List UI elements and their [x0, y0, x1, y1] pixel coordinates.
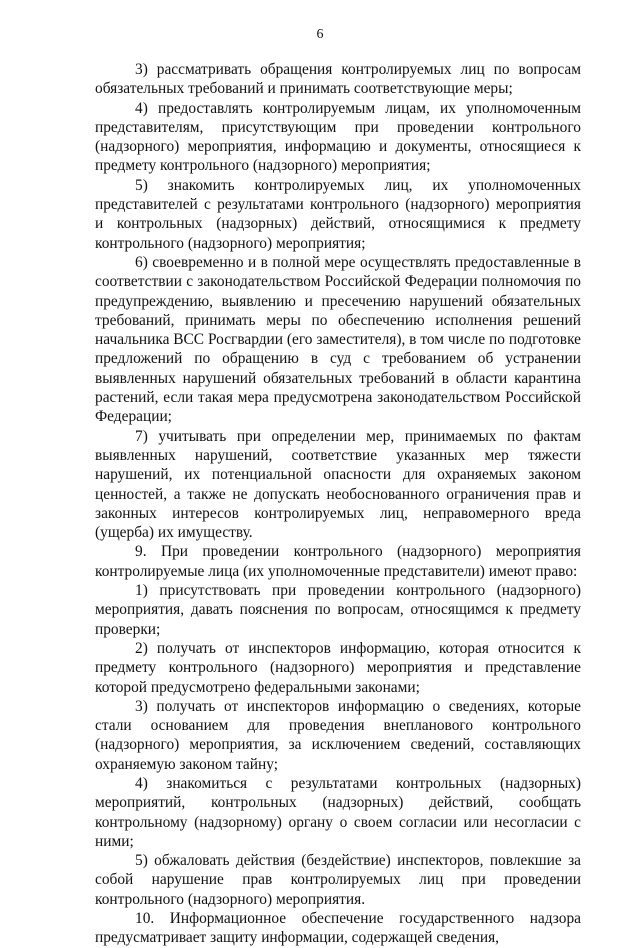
- paragraph-duty-5: 5) знакомить контролируемых лиц, их уполномоченных представителей с результатами контрольного (надзорного) мероприятия и контрольных (надзорных) действий, относящимися к предмету контрольного (надзорного) мероприятия;: [95, 176, 581, 252]
- paragraph-right-4: 4) знакомиться с результатами контрольных (надзорных) мероприятий, контрольных (надзорных) действий, сообщать контрольному (надзорному) органу о своем согласии или несогласии с ними;: [95, 774, 581, 850]
- page-number: 6: [316, 27, 324, 42]
- paragraph-duty-7: 7) учитывать при определении мер, принимаемых по фактам выявленных нарушений, соответствие указанных мер тяжести нарушений, их потенциальной опасности для охраняемых законом ценностей, а также не допускать необоснованного ограничения прав и законных интересов контролируемых лиц, неправомерного вреда (ущерба) их имуществу.: [95, 427, 581, 542]
- paragraph-right-1: 1) присутствовать при проведении контрольного (надзорного) мероприятия, давать пояснения по вопросам, относящимся к предмету проверки;: [95, 582, 581, 638]
- paragraph-section-10: 10. Информационное обеспечение государственного надзора предусматривает защиту информации, содержащей сведения,: [95, 910, 581, 947]
- paragraph-duty-6: 6) своевременно и в полной мере осуществлять предоставленные в соответствии с законодательством Российской Федерации полномочия по предупреждению, выявлению и пресечению нарушений обязательных требований, принимать меры по обеспечению исполнения решений начальника ВСС Росгвардии (его заместителя), в том числе по подготовке предложений по обращению в суд с требованием об устранении выявленных нарушений обязательных требований в области карантина растений, если такая мера предусмотрена законодательством Российской Федерации;: [95, 253, 581, 426]
- paragraph-duty-4: 4) предоставлять контролируемым лицам, их уполномоченным представителям, присутствующим при проведении контрольного (надзорного) мероприятия, информацию и документы, относящиеся к предмету контрольного (надзорного) мероприятия;: [95, 99, 581, 175]
- paragraph-right-2: 2) получать от инспекторов информацию, которая относится к предмету контрольного (надзорного) мероприятия и представление которой предусмотрено федеральными законами;: [95, 639, 581, 696]
- paragraph-right-3: 3) получать от инспекторов информацию о сведениях, которые стали основанием для проведения внепланового контрольного (надзорного) мероприятия, за исключением сведений, составляющих охраняемую законом тайну;: [95, 697, 581, 773]
- paragraph-right-5: 5) обжаловать действия (бездействие) инспекторов, повлекшие за собой нарушение прав контролируемых лиц при проведении контрольного (надзорного) мероприятия.: [95, 852, 581, 908]
- document-body: [95, 60, 581, 948]
- paragraph-section-9: 9. При проведении контрольного (надзорного) мероприятия контролируемые лица (их уполномоченные представители) имеют право:: [95, 543, 581, 580]
- paragraph-duty-3: 3) рассматривать обращения контролируемых лиц по вопросам обязательных требований и принимать соответствующие меры;: [95, 61, 581, 98]
